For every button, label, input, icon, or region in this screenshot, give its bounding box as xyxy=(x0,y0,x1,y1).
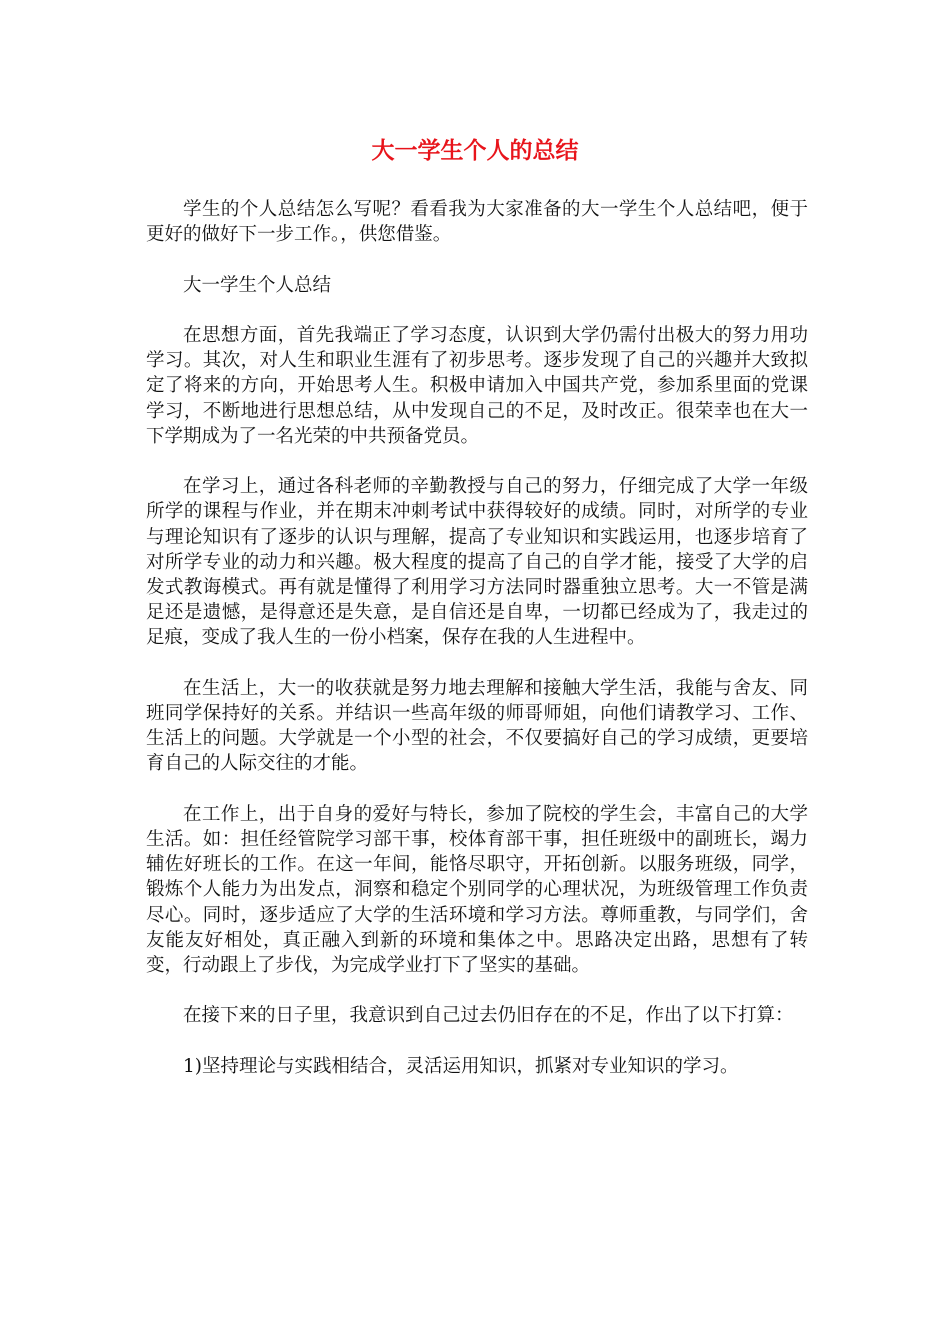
document-title: 大一学生个人的总结 xyxy=(371,138,579,164)
paragraph-plan-item-1: 1)坚持理论与实践相结合，灵活运用知识，抓紧对专业知识的学习。 xyxy=(183,1055,739,1077)
paragraph-plan: 在接下来的日子里，我意识到自己过去仍旧存在的不足，作出了以下打算： xyxy=(183,1005,794,1027)
document-body xyxy=(146,197,808,1104)
paragraph-life: 在生活上，大一的收获就是努力地去理解和接触大学生活，我能与舍友、同班同学保持好的关系。并结识一些高年级的师哥师姐，向他们请教学习、工作、生活上的问题。大学就是一个小型的社会，不仅要搞好自己的学习成绩，更要培育自己的人际交往的才能。 xyxy=(146,677,808,775)
paragraph-thought: 在思想方面，首先我端正了学习态度，认识到大学仍需付出极大的努力用功学习。其次，对人生和职业生涯有了初步思考。逐步发现了自己的兴趣并大致拟定了将来的方向，开始思考人生。积极申请加入中国共产党，参加系里面的党课学习，不断地进行思想总结，从中发现自己的不足，及时改正。很荣幸也在大一下学期成为了一名光荣的中共预备党员。 xyxy=(146,324,808,447)
paragraph-work: 在工作上，出于自身的爱好与特长，参加了院校的学生会，丰富自己的大学生活。如：担任经管院学习部干事，校体育部干事，担任班级中的副班长，竭力辅佐好班长的工作。在这一年间，能恪尽职守，开拓创新。以服务班级，同学，锻炼个人能力为出发点，洞察和稳定个别同学的心理状况，为班级管理工作负责尽心。同时，逐步适应了大学的生活环境和学习方法。尊师重教，与同学们，舍友能友好相处，真正融入到新的环境和集体之中。思路决定出路，思想有了转变，行动跟上了步伐，为完成学业打下了坚实的基础。 xyxy=(146,803,808,977)
paragraph-intro: 学生的个人总结怎么写呢？看看我为大家准备的大一学生个人总结吧，便于更好的做好下一步工作。，供您借鉴。 xyxy=(146,199,808,246)
paragraph-subtitle: 大一学生个人总结 xyxy=(183,274,332,296)
paragraph-study: 在学习上，通过各科老师的辛勤教授与自己的努力，仔细完成了大学一年级所学的课程与作业，并在期末冲刺考试中获得较好的成绩。同时，对所学的专业与理论知识有了逐步的认识与理解，提高了专业知识和实践运用，也逐步培育了对所学专业的动力和兴趣。极大程度的提高了自己的自学才能，接受了大学的启发式教诲模式。再有就是懂得了利用学习方法同时器重独立思考。大一不管是满足还是遗憾，是得意还是失意，是自信还是自卑，一切都已经成为了，我走过的足痕，变成了我人生的一份小档案，保存在我的人生进程中。 xyxy=(146,476,808,649)
